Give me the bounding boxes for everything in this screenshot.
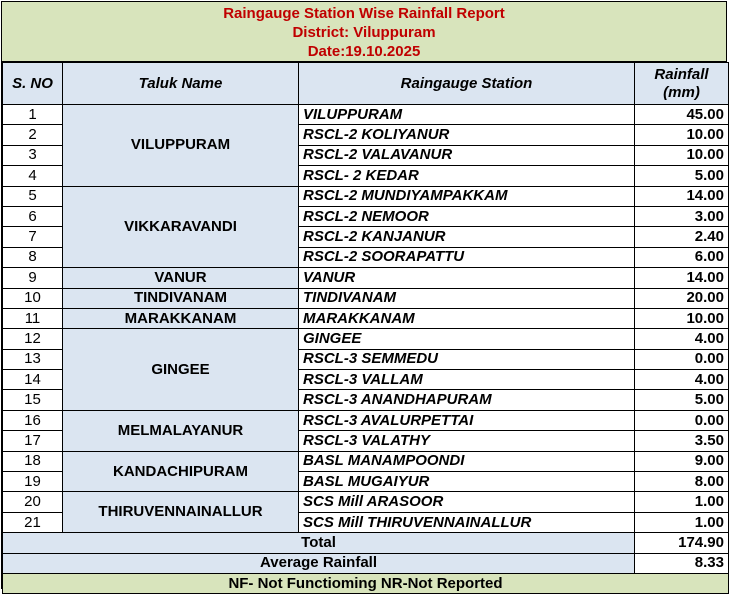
taluk-cell: MARAKKANAM xyxy=(63,308,299,328)
rainfall-cell: 1.00 xyxy=(635,512,729,532)
station-cell: BASL MUGAIYUR xyxy=(299,472,635,492)
station-cell: RSCL-2 SOORAPATTU xyxy=(299,247,635,267)
sno-cell: 3 xyxy=(3,145,63,165)
rainfall-cell: 1.00 xyxy=(635,492,729,512)
station-cell: SCS Mill ARASOOR xyxy=(299,492,635,512)
station-cell: RSCL- 2 KEDAR xyxy=(299,166,635,186)
rainfall-cell: 14.00 xyxy=(635,186,729,206)
table-row xyxy=(3,268,729,288)
table-row xyxy=(3,288,729,308)
sno-cell: 8 xyxy=(3,247,63,267)
station-cell: MARAKKANAM xyxy=(299,308,635,328)
rainfall-cell: 2.40 xyxy=(635,227,729,247)
rainfall-cell: 5.00 xyxy=(635,166,729,186)
sno-cell: 7 xyxy=(3,227,63,247)
footer-note: NF- Not Functioming NR-Not Reported xyxy=(3,573,729,593)
sno-cell: 17 xyxy=(3,431,63,451)
station-cell: RSCL-2 MUNDIYAMPAKKAM xyxy=(299,186,635,206)
taluk-cell: TINDIVANAM xyxy=(63,288,299,308)
table-row xyxy=(3,329,729,349)
rainfall-cell: 0.00 xyxy=(635,410,729,430)
rainfall-cell: 8.00 xyxy=(635,472,729,492)
table-row xyxy=(3,308,729,328)
rainfall-cell: 10.00 xyxy=(635,145,729,165)
sno-cell: 11 xyxy=(3,308,63,328)
rainfall-cell: 20.00 xyxy=(635,288,729,308)
station-cell: TINDIVANAM xyxy=(299,288,635,308)
taluk-cell: VIKKARAVANDI xyxy=(63,186,299,268)
sno-cell: 4 xyxy=(3,166,63,186)
taluk-cell: VANUR xyxy=(63,268,299,288)
sno-cell: 14 xyxy=(3,370,63,390)
col-header-sno: S. NO xyxy=(3,63,63,105)
table-row xyxy=(3,410,729,430)
station-cell: RSCL-2 KOLIYANUR xyxy=(299,125,635,145)
taluk-cell: MELMALAYANUR xyxy=(63,410,299,451)
col-header-taluk: Taluk Name xyxy=(63,63,299,105)
col-header-station: Raingauge Station xyxy=(299,63,635,105)
sno-cell: 21 xyxy=(3,512,63,532)
sno-cell: 12 xyxy=(3,329,63,349)
station-cell: VILUPPURAM xyxy=(299,105,635,125)
sno-cell: 18 xyxy=(3,451,63,471)
station-cell: RSCL-3 AVALURPETTAI xyxy=(299,410,635,430)
rainfall-cell: 3.00 xyxy=(635,206,729,226)
station-cell: RSCL-3 ANANDHAPURAM xyxy=(299,390,635,410)
rainfall-cell: 3.50 xyxy=(635,431,729,451)
sno-cell: 2 xyxy=(3,125,63,145)
rainfall-cell: 14.00 xyxy=(635,268,729,288)
station-cell: VANUR xyxy=(299,268,635,288)
taluk-cell: THIRUVENNAINALLUR xyxy=(63,492,299,533)
table-row xyxy=(3,186,729,206)
station-cell: RSCL-2 VALAVANUR xyxy=(299,145,635,165)
rainfall-cell: 4.00 xyxy=(635,329,729,349)
station-cell: RSCL-3 VALATHY xyxy=(299,431,635,451)
sno-cell: 6 xyxy=(3,206,63,226)
average-label: Average Rainfall xyxy=(3,553,635,573)
station-cell: SCS Mill THIRUVENNAINALLUR xyxy=(299,512,635,532)
station-cell: RSCL-3 VALLAM xyxy=(299,370,635,390)
rainfall-cell: 5.00 xyxy=(635,390,729,410)
table-row xyxy=(3,105,729,125)
table-row xyxy=(3,451,729,471)
report-district: District: Viluppuram xyxy=(292,24,436,41)
rainfall-cell: 10.00 xyxy=(635,125,729,145)
rainfall-cell: 4.00 xyxy=(635,370,729,390)
sno-cell: 5 xyxy=(3,186,63,206)
taluk-cell: GINGEE xyxy=(63,329,299,411)
total-value: 174.90 xyxy=(635,533,729,553)
rainfall-cell: 10.00 xyxy=(635,308,729,328)
rainfall-cell: 45.00 xyxy=(635,105,729,125)
taluk-cell: VILUPPURAM xyxy=(63,105,299,187)
col-header-rainfall xyxy=(635,63,729,105)
sno-cell: 16 xyxy=(3,410,63,430)
col-header-rainfall-label: Rainfall xyxy=(654,65,709,83)
sno-cell: 15 xyxy=(3,390,63,410)
taluk-cell: KANDACHIPURAM xyxy=(63,451,299,492)
col-header-rainfall-unit: (mm) xyxy=(663,83,700,101)
table-row xyxy=(3,492,729,512)
report-date: Date:19.10.2025 xyxy=(307,43,421,60)
rainfall-cell: 6.00 xyxy=(635,247,729,267)
station-cell: GINGEE xyxy=(299,329,635,349)
sno-cell: 20 xyxy=(3,492,63,512)
rainfall-report-sheet xyxy=(1,1,727,592)
average-value: 8.33 xyxy=(635,553,729,573)
rainfall-cell: 9.00 xyxy=(635,451,729,471)
station-cell: RSCL-3 SEMMEDU xyxy=(299,349,635,369)
rainfall-cell: 0.00 xyxy=(635,349,729,369)
sno-cell: 10 xyxy=(3,288,63,308)
sno-cell: 19 xyxy=(3,472,63,492)
sno-cell: 9 xyxy=(3,268,63,288)
station-cell: RSCL-2 KANJANUR xyxy=(299,227,635,247)
station-cell: RSCL-2 NEMOOR xyxy=(299,206,635,226)
sno-cell: 13 xyxy=(3,349,63,369)
station-cell: BASL MANAMPOONDI xyxy=(299,451,635,471)
table-body xyxy=(3,105,729,533)
rainfall-table xyxy=(2,62,729,594)
total-label: Total xyxy=(3,533,635,553)
report-title: Raingauge Station Wise Rainfall Report xyxy=(223,5,505,22)
sno-cell: 1 xyxy=(3,105,63,125)
report-header xyxy=(2,2,726,62)
